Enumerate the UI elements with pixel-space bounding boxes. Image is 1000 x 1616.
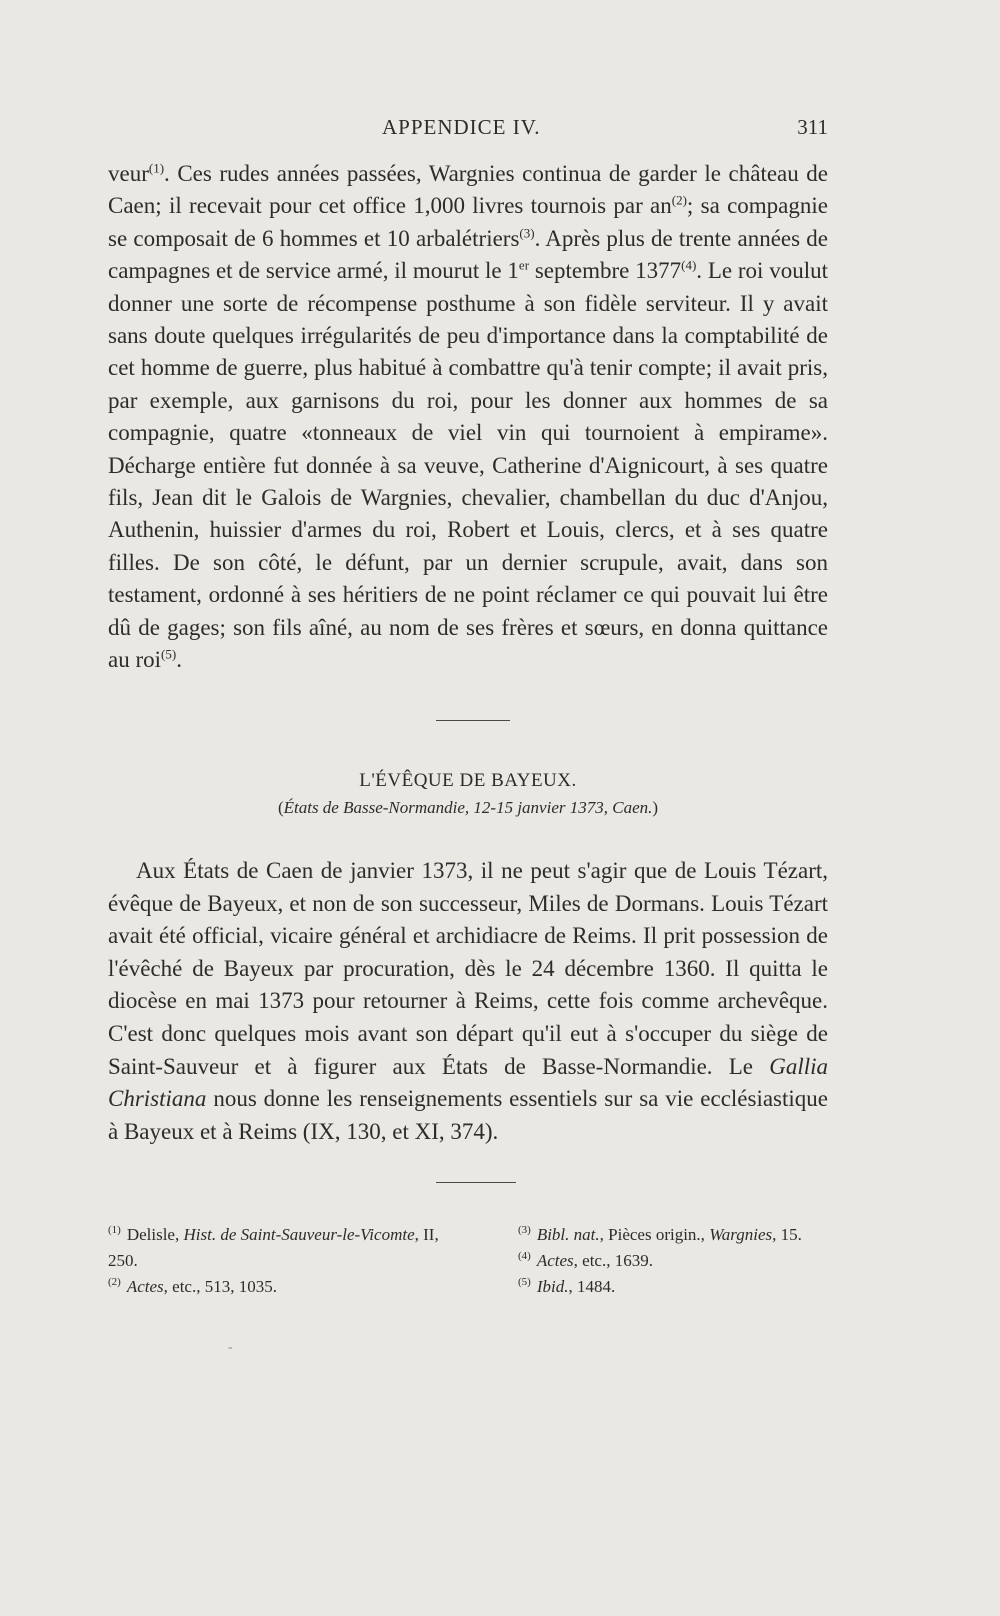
- footnote-mark: (4): [518, 1250, 531, 1263]
- footnote-mark: (1): [108, 1224, 121, 1237]
- footnote-1: [108, 1222, 458, 1274]
- running-title: APPENDICE IV.: [382, 115, 541, 139]
- ordinal-suffix: er: [518, 257, 530, 273]
- footnote-ref-4: (4): [681, 257, 697, 273]
- footnote-ref-2: (2): [671, 192, 687, 208]
- source-paren: (: [277, 798, 284, 817]
- text-run: veur: [108, 161, 149, 186]
- text-run: septembre 1377: [529, 258, 682, 284]
- footnote-mark: (2): [108, 1276, 121, 1289]
- footnote-4: [518, 1248, 838, 1274]
- footnote-text: , 1484.: [568, 1277, 616, 1296]
- stray-mark: -: [228, 1340, 233, 1355]
- running-header: [108, 115, 828, 151]
- footnote-italic: Wargnies: [709, 1225, 773, 1244]
- text-run: . Le roi voulut donner une sorte de récompense posthume à son fidèle serviteur. Il y avait sans doute quelques irrégularités de peu d'importance dans la comptabilité de cet homme de guerre, plus habitué à combattre qu'à tenir compte; il avait pris, par exemple, aux garnisons du roi, pour les donner aux hommes de sa compagnie, quatre «tonneaux de viel vin qui tournoient à empirame». Décharge entière fut donnée à sa veuve, Catherine d'Aignicourt, à ses quatre fils, Jean dit le Galois de Wargnies, chevalier, chambellan du duc d'Anjou, Authenin, huissier d'armes du roi, Robert et Louis, clercs, et à ses quatre filles. De son côté, le défunt, par un dernier scrupule, avait, dans son testament, ordonné à ses héritiers de ne point réclamer ce qui pouvait lui être dû de gages; son fils aîné, au nom de ses frères et sœurs, en donna quittance au roi: [108, 258, 828, 673]
- footnote-mark: (5): [518, 1276, 531, 1289]
- footnote-text: , 15.: [772, 1225, 802, 1244]
- text-run: .: [176, 647, 182, 673]
- footnote-italic: Bibl. nat.: [536, 1225, 600, 1244]
- source-text: États de Basse-Normandie, 12-15 janvier 1373, Caen.: [283, 798, 653, 817]
- footnote-ref-3: (3): [519, 225, 535, 241]
- footnote-italic: Ibid.: [536, 1277, 569, 1296]
- footnote-text: , etc., 513, 1035.: [163, 1277, 277, 1296]
- footnote-text: , Pièces origin.,: [599, 1225, 710, 1244]
- footnote-italic: Actes: [126, 1277, 164, 1296]
- footnotes-left: [108, 1222, 458, 1300]
- paragraph-1: [108, 158, 828, 677]
- text-run: . Après plus de trente années de campagnes et de service armé, il mourut le 1: [108, 225, 828, 284]
- footnote-mark: (3): [518, 1224, 531, 1237]
- source-paren: ): [652, 798, 659, 817]
- text-run: . Ces rudes années passées, Wargnies continua de garder le château de Caen; il recevait pour cet office 1,000 livres tournois par an: [108, 161, 828, 219]
- footnote-text: Delisle,: [126, 1225, 184, 1244]
- body-paragraph: [108, 158, 828, 677]
- text-run: nous donne les renseignements essentiels sur sa vie ecclésiastique à Bayeux et à Reims (IX, 130, et XI, 374).: [108, 1086, 828, 1144]
- text-run: Aux États de Caen de janvier 1373, il ne peut s'agir que de Louis Tézart, évêque de Bayeux, et non de son successeur, Miles de Dormans. Louis Tézart avait été official, vicaire général et archidiacre de Reims. Il prit possession de l'évêché de Bayeux par procuration, dès le 24 décembre 1360. Il quitta le diocèse en mai 1373 pour retourner à Reims, cette fois comme archevêque. C'est donc quelques mois avant son départ qu'il eut à s'occuper du siège de Saint-Sauveur et à figurer aux États de Basse-Normandie. Le: [108, 858, 828, 1079]
- section-title: L'ÉVÊQUE DE BAYEUX.: [359, 770, 577, 791]
- footnote-text: , II, 250.: [108, 1225, 439, 1270]
- section-source: [108, 798, 828, 818]
- section-divider: [436, 720, 510, 721]
- footnote-5: [518, 1274, 838, 1300]
- footnote-2: [108, 1274, 458, 1300]
- footnote-ref-1: (1): [148, 160, 165, 176]
- section-paragraph: [108, 855, 828, 1148]
- footnote-text: , etc., 1639.: [573, 1251, 653, 1270]
- italic-title: Gallia Christiana: [108, 1053, 828, 1112]
- page-number: 311: [797, 115, 828, 139]
- footnote-divider: [436, 1182, 516, 1183]
- text-run: ; sa compagnie se composait de 6 hommes et 10 arbalétriers: [108, 193, 828, 251]
- footnote-italic: Hist. de Saint-Sauveur-le-Vicomte: [183, 1225, 415, 1244]
- footnote-ref-5: (5): [161, 646, 177, 662]
- footnotes-right: [518, 1222, 838, 1300]
- paragraph-2: [108, 855, 828, 1148]
- footnote-3: [518, 1222, 838, 1248]
- footnote-italic: Actes: [536, 1251, 574, 1270]
